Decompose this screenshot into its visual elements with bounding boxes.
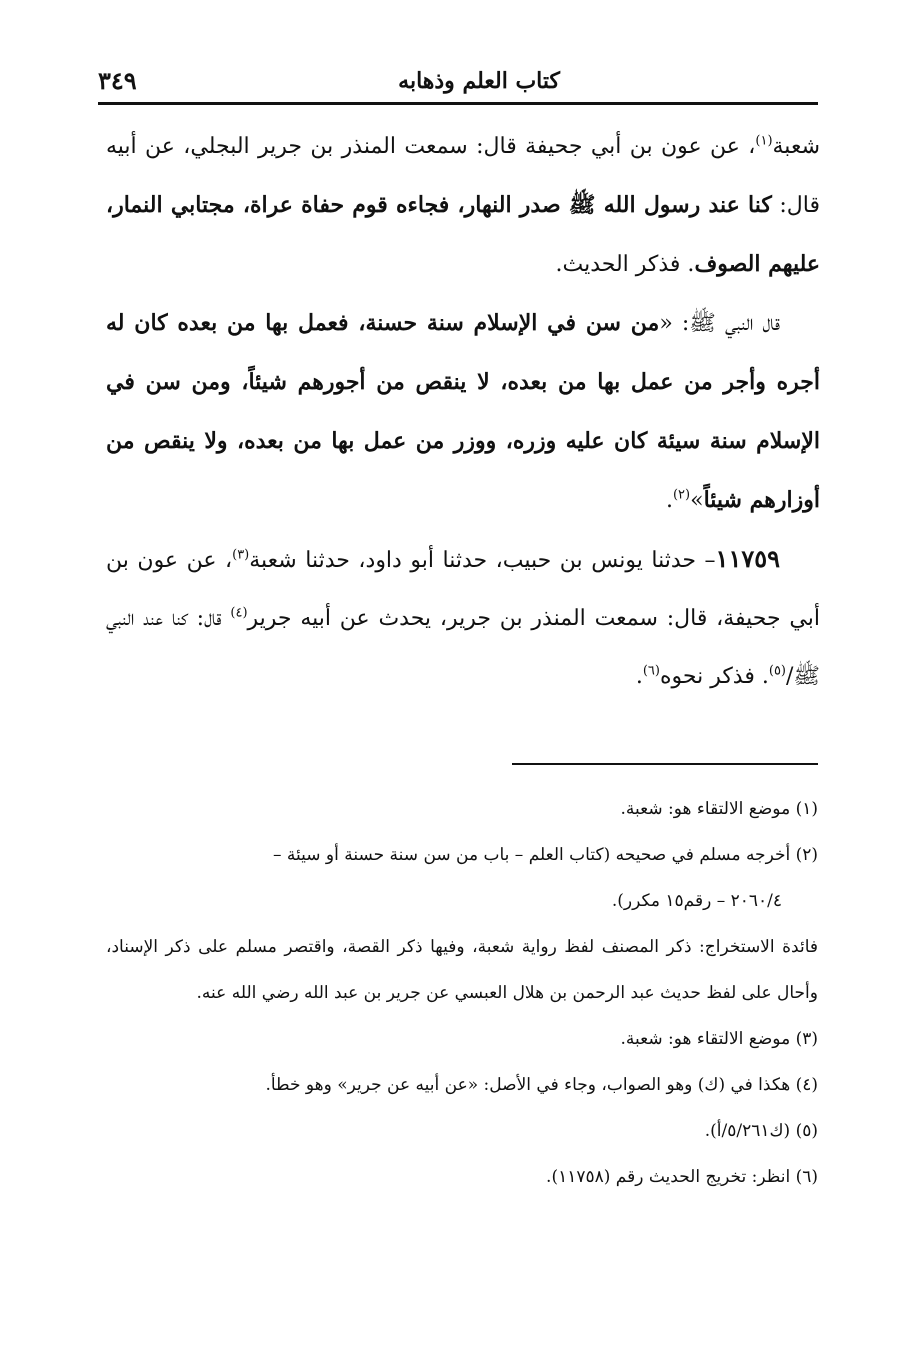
footnote-5: (٥) (ك٥/٢٦١/أ).: [704, 1121, 818, 1141]
footnote-separator: [512, 763, 818, 765]
hadith-number: ١١٧٥٩: [715, 544, 780, 573]
p1-text-d: . فذكر الحديث.: [555, 252, 695, 277]
p1-text-a: شعبة: [772, 134, 820, 159]
p3-text-b: ، عن عون بن أبي جحيفة، قال: سمعت المنذر بن جرير، يحدث عن أبيه جرير: [106, 548, 820, 631]
paragraph-1: [106, 118, 820, 294]
p3-text-d: . فذكر نحوه: [659, 664, 769, 689]
header-rule: [98, 102, 818, 105]
footnote-ref-2: (٢): [672, 487, 691, 503]
footnote-2-benefit: فائدة الاستخراج: ذكر المصنف لفظ رواية شعبة، وفيها ذكر القصة، واقتصر مسلم على ذكر الإسناد، وأحال على لفظ حديث عبد الرحمن بن هلال العبسي عن جرير بن عبد الله رضي الله عنه.: [106, 937, 818, 1003]
footnotes: [106, 786, 818, 1200]
page-header: [98, 66, 818, 100]
p2-text-c: »: [690, 488, 704, 513]
footnote-1: (١) موضع الالتقاء هو: شعبة.: [620, 799, 818, 819]
footnote-3: (٣) موضع الالتقاء هو: شعبة.: [620, 1029, 818, 1049]
footnote-2-line-2: ٢٠٦٠/٤ – رقم١٥ مكرر).: [611, 891, 782, 911]
footnote-ref-3: (٣): [232, 547, 250, 563]
p1-text-b: ، عن عون بن أبي جحيفة قال: سمعت المنذر بن جرير البجلي، عن أبيه قال:: [106, 134, 821, 218]
p3-text-c: قال: كنا عند النبي ﷺ/: [106, 606, 820, 689]
footnote-ref-5: (٥): [768, 663, 786, 679]
p2-text-d: .: [665, 488, 673, 513]
p3-text-e: .: [635, 664, 643, 689]
p1-hadith-text: كنا عند رسول الله ﷺ صدر النهار، فجاءه قوم حفاة عراة، مجتابي النمار، عليهم الصوف: [106, 192, 820, 277]
footnote-4: (٤) هكذا في (ك) وهو الصواب، وجاء في الأصل: «عن أبيه عن جرير» وهو خطأ.: [265, 1075, 818, 1095]
p2-text-a: قال النبي ﷺ: «: [659, 311, 780, 336]
footnote-ref-1: (١): [755, 133, 773, 149]
paragraph-3: [106, 530, 820, 706]
footnote-2-line-1: (٢) أخرجه مسلم في صحيحه (كتاب العلم – باب من سن سنة حسنة أو سيئة –: [272, 845, 818, 865]
footnote-6: (٦) انظر: تخريج الحديث رقم (١١٧٥٨).: [546, 1167, 818, 1187]
paragraph-2: [106, 294, 820, 530]
footnote-ref-6: (٦): [642, 663, 660, 679]
footnote-ref-4: (٤): [230, 605, 248, 621]
p2-hadith-text: من سن في الإسلام سنة حسنة، فعمل بها من بعده كان له أجره وأجر من عمل بها من بعده، لا ينقص من أجورهم شيئاً، ومن سن في الإسلام سنة سيئة كان عليه وزره، ووزر من عمل بها من بعده، ولا ينقص من أوزارهم شيئاً: [106, 310, 820, 513]
running-title: كتاب العلم وذهابه: [398, 68, 560, 94]
p3-text-a: – حدثنا يونس بن حبيب، حدثنا أبو داود، حدثنا شعبة: [249, 548, 716, 573]
page-number: ٣٤٩: [98, 66, 137, 95]
main-text: [106, 118, 820, 706]
